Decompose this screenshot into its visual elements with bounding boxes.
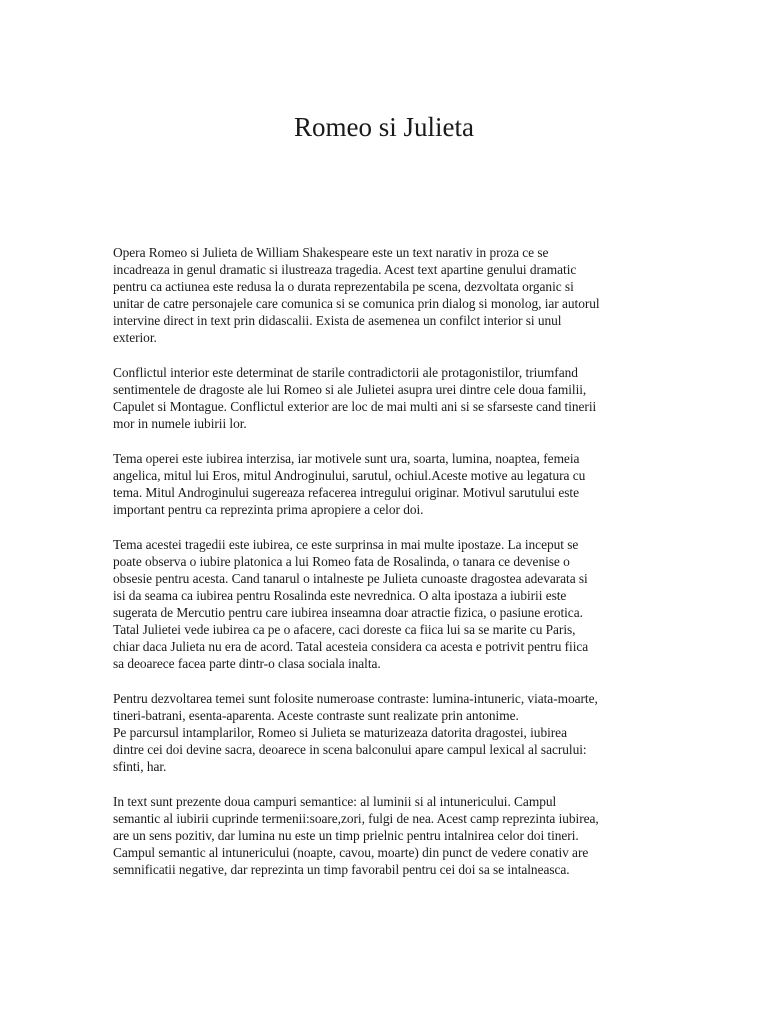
text-line: Conflictul interior este determinat de starile contradictorii ale protagonistilor, triumfand (113, 365, 578, 380)
text-line: Pe parcursul intamplarilor, Romeo si Julieta se maturizeaza datorita dragostei, iubirea (113, 725, 567, 740)
text-line: tineri-batrani, esenta-aparenta. Aceste contraste sunt realizate prin antonime. (113, 708, 519, 723)
text-line: semantic al iubirii cuprinde termenii:soare,zori, fulgi de nea. Acest camp reprezinta iubirea, (113, 811, 599, 826)
text-line: angelica, mitul lui Eros, mitul Androginului, sarutul, ochiul.Aceste motive au legatura cu (113, 468, 586, 483)
text-line: intervine direct in text prin didascalii. Exista de asemenea un confilct interior si unul (113, 313, 562, 328)
text-line: obsesie pentru acesta. Cand tanarul o intalneste pe Julieta cunoaste dragostea adevarata si (113, 571, 588, 586)
text-line: pentru ca actiunea este redusa la o durata reprezentabila pe scena, dezvoltata organic si (113, 279, 574, 294)
text-line: Capulet si Montague. Conflictul exterior are loc de mai multi ani si se sfarseste cand tinerii (113, 399, 597, 414)
text-line: exterior. (113, 330, 157, 345)
text-line: sa deoarece facea parte dintr-o clasa sociala inalta. (113, 656, 381, 671)
text-line: Pentru dezvoltarea temei sunt folosite numeroase contraste: lumina-intuneric, viata-moarte, (113, 691, 598, 706)
text-line: sentimentele de dragoste ale lui Romeo si ale Julietei asupra urei dintre cele doua familii, (113, 382, 587, 397)
paragraph-3 (113, 450, 661, 518)
text-line: Opera Romeo si Julieta de William Shakespeare este un text narativ in proza ce se (113, 245, 549, 260)
text-line: poate observa o iubire platonica a lui Romeo fata de Rosalinda, o tanara ce devenise o (113, 554, 570, 569)
text-line: Tema operei este iubirea interzisa, iar motivele sunt ura, soarta, lumina, noaptea, femeia (113, 451, 580, 466)
text-line: Tatal Julietei vede iubirea ca pe o afacere, caci doreste ca fiica lui sa se marite cu Paris, (113, 622, 576, 637)
paragraph-1 (113, 244, 661, 346)
document-body (113, 244, 661, 896)
paragraph-2 (113, 364, 661, 432)
text-line: important pentru ca reprezinta prima apropiere a celor doi. (113, 502, 424, 517)
text-line: Tema acestei tragedii este iubirea, ce este surprinsa in mai multe ipostaze. La inceput se (113, 537, 579, 552)
text-line: incadreaza in genul dramatic si ilustreaza tragedia. Acest text apartine genului dramatic (113, 262, 577, 277)
text-line: are un sens pozitiv, dar lumina nu este un timp prielnic pentru intalnirea celor doi tineri. (113, 828, 579, 843)
text-line: In text sunt prezente doua campuri semantice: al luminii si al intunericului. Campul (113, 794, 557, 809)
paragraph-4 (113, 536, 661, 672)
text-line: sfinti, har. (113, 759, 167, 774)
text-line: chiar daca Julieta nu era de acord. Tatal acesteia considera ca acesta e potrivit pentru fiica (113, 639, 589, 654)
text-line: semnificatii negative, dar reprezinta un timp favorabil pentru cei doi sa se intalneasca. (113, 862, 570, 877)
document-title: Romeo si Julieta (294, 112, 474, 142)
text-line: dintre cei doi devine sacra, deoarece in scena balconului apare campul lexical al sacrului: (113, 742, 587, 757)
paragraph-6 (113, 793, 661, 878)
text-line: tema. Mitul Androginului sugereaza refacerea intregului originar. Motivul sarutului este (113, 485, 579, 500)
text-line: mor in numele iubirii lor. (113, 416, 247, 431)
text-line: isi da seama ca iubirea pentru Rosalinda este nevrednica. O alta ipostaza a iubirii este (113, 588, 567, 603)
text-line: sugerata de Mercutio pentru care iubirea inseamna doar atractie fizica, o pasiune erotica. (113, 605, 583, 620)
text-line: unitar de catre personajele care comunica si se comunica prin dialog si monolog, iar autorul (113, 296, 600, 311)
text-line: Campul semantic al intunericului (noapte, cavou, moarte) din punct de vedere conativ are (113, 845, 589, 860)
paragraph-5 (113, 690, 661, 775)
